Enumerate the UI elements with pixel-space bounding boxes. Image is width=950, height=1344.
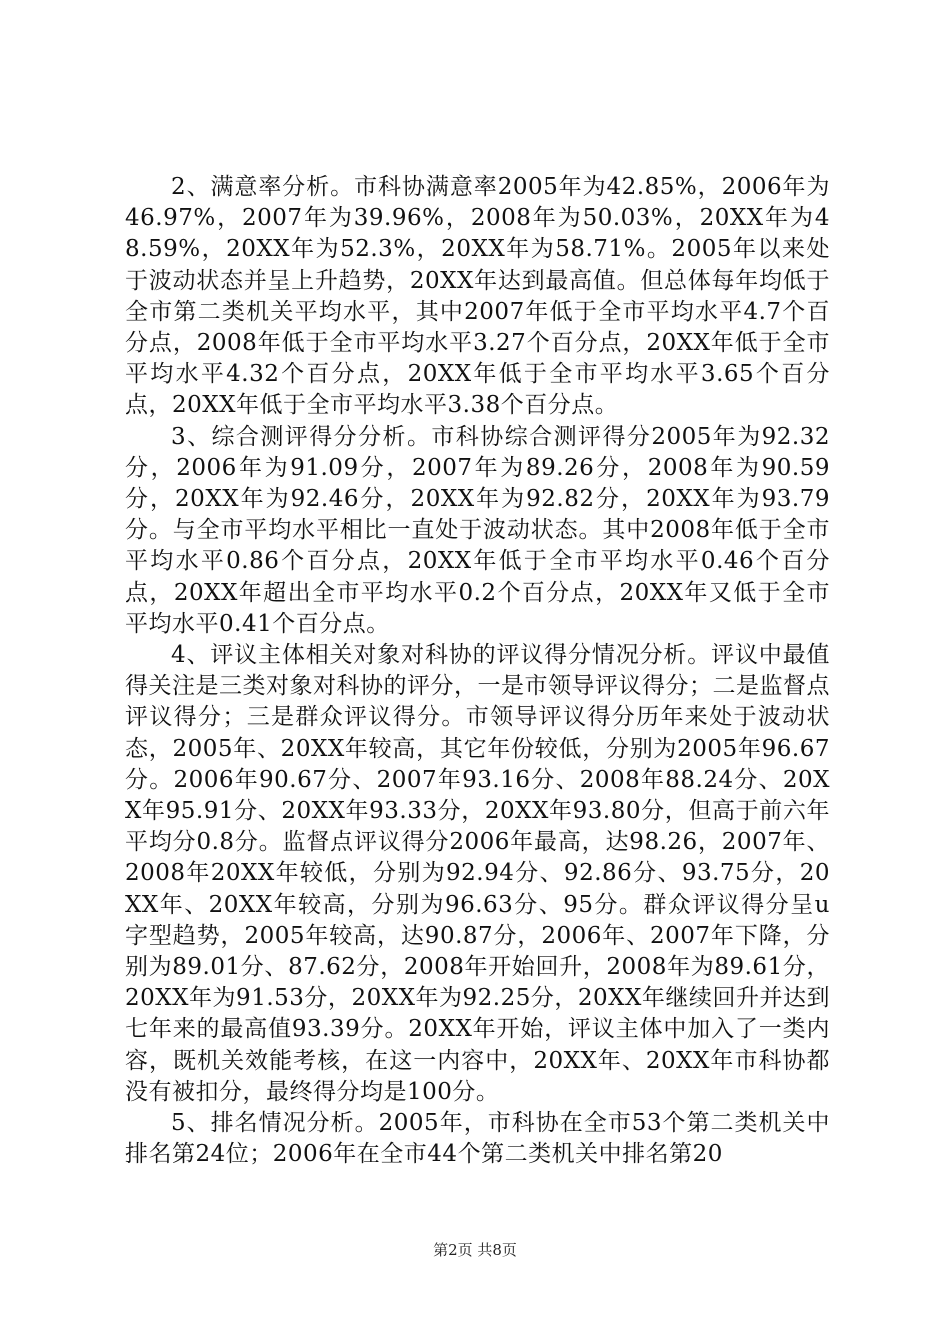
paragraph-satisfaction-rate: 2、满意率分析。市科协满意率2005年为42.85%，2006年为46.97%，2007年为39.96%，2008年为50.03%，20XX年为48.59%，20XX年为52.3%，20XX年为58.71%。2005年以来处于波动状态并呈上升趋势，20XX年达到最高值。但总体每年均低于全市第二类机关平均水平，其中2007年低于全市平均水平4.7个百分点，2008年低于全市平均水平3.27个百分点，20XX年低于全市平均水平4.32个百分点，20XX年低于全市平均水平3.65个百分点，20XX年低于全市平均水平3.38个百分点。 — [125, 174, 830, 419]
page-number-label: 第2页 共8页 — [433, 1241, 517, 1259]
paragraph-ranking: 5、排名情况分析。2005年，市科协在全市53个第二类机关中排名第24位；2006年在全市44个第二类机关中排名第20 — [125, 1110, 830, 1168]
page-footer — [0, 1240, 950, 1260]
paragraph-composite-score: 3、综合测评得分分析。市科协综合测评得分2005年为92.32分，2006年为91.09分，2007年为89.26分，2008年为90.59分，20XX年为92.46分，20XX年为92.82分，20XX年为93.79分。与全市平均水平相比一直处于波动状态。其中2008年低于全市平均水平0.86个百分点，20XX年低于全市平均水平0.46个百分点，20XX年超出全市平均水平0.2个百分点，20XX年又低于全市平均水平0.41个百分点。 — [125, 423, 830, 637]
paragraph-evaluation-subjects: 4、评议主体相关对象对科协的评议得分情况分析。评议中最值得关注是三类对象对科协的评分，一是市领导评议得分；二是监督点评议得分；三是群众评议得分。市领导评议得分历年来处于波动状态，2005年、20XX年较高，其它年份较低，分别为2005年96.67分。2006年90.67分、2007年93.16分、2008年88.24分、20XX年95.91分、20XX年93.33分，20XX年93.80分，但高于前六年平均分0.8分。监督点评议得分2006年最高，达98.26，2007年、2008年20XX年较低，分别为92.94分、92.86分、93.75分，20XX年、20XX年较高，分别为96.63分、95分。群众评议得分呈u字型趋势，2005年较高，达90.87分，2006年、2007年下降，分别为89.01分、87.62分，2008年开始回升，2008年为89.61分，20XX年为91.53分，20XX年为92.25分，20XX年继续回升并达到七年来的最高值93.39分。20XX年开始，评议主体中加入了一类内容，既机关效能考核，在这一内容中，20XX年、20XX年市科协都没有被扣分，最终得分均是100分。 — [125, 642, 830, 1105]
document-body — [125, 172, 830, 1171]
